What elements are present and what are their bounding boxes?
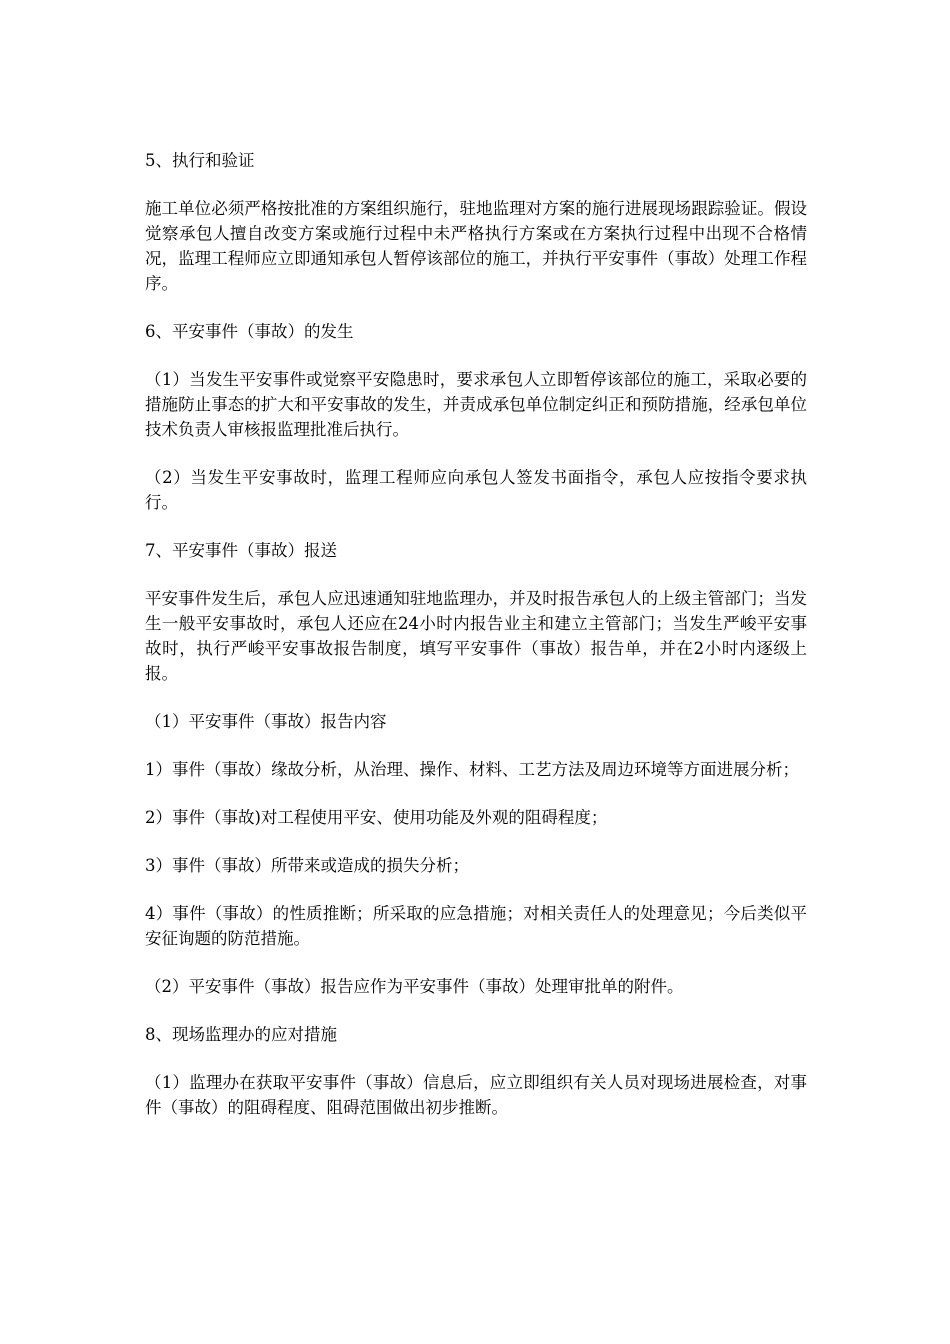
section-heading-6: 6、平安事件（事故）的发生 [145,322,354,341]
paragraph-6-1: （1）当发生平安事件或觉察平安隐患时，要求承包人立即暂停该部位的施工，采取必要的措施防止事态的扩大和平安事故的发生，并责成承包单位制定纠正和预防措施，经承包单位技术负责人审核报监理批准后执行。 [145,370,807,439]
list-item-3: 3）事件（事故）所带来或造成的损失分析； [145,856,469,875]
list-item-4: 4）事件（事故）的性质推断；所采取的应急措施；对相关责任人的处理意见；今后类似平安征询题的防范措施。 [145,904,807,948]
paragraph-reporting: 平安事件发生后，承包人应迅速通知驻地监理办，并及时报告承包人的上级主管部门；当发生一般平安事故时，承包人还应在24小时内报告业主和建立主管部门；当发生严峻平安事故时，执行严峻平安事故报告制度，填写平安事件（事故）报告单，并在2小时内逐级上报。 [145,589,807,683]
paragraph-execution-verification: 施工单位必须严格按批准的方案组织施行，驻地监理对方案的施行进展现场跟踪验证。假设觉察承包人擅自改变方案或施行过程中未严格执行方案或在方案执行过程中出现不合格情况，监理工程师应立即通知承包人暂停该部位的施工，并执行平安事件（事故）处理工作程序。 [145,199,807,293]
section-heading-8: 8、现场监理办的应对措施 [145,1025,337,1044]
document-page [145,148,807,1120]
paragraph-8-1: （1）监理办在获取平安事件（事故）信息后，应立即组织有关人员对现场进展检查，对事件（事故）的阻碍程度、阻碍范围做出初步推断。 [145,1073,807,1117]
paragraph-7-2: （2）平安事件（事故）报告应作为平安事件（事故）处理审批单的附件。 [145,977,684,996]
section-heading-5: 5、执行和验证 [145,151,255,170]
section-heading-7: 7、平安事件（事故）报送 [145,541,337,560]
list-item-1: 1）事件（事故）缘故分析，从治理、操作、材料、工艺方法及周边环境等方面进展分析； [145,760,799,779]
paragraph-6-2: （2）当发生平安事故时，监理工程师应向承包人签发书面指令，承包人应按指令要求执行。 [145,468,807,512]
subheading-report-content: （1）平安事件（事故）报告内容 [145,712,387,731]
list-item-2: 2）事件（事故)对工程使用平安、使用功能及外观的阻碍程度； [145,808,608,827]
